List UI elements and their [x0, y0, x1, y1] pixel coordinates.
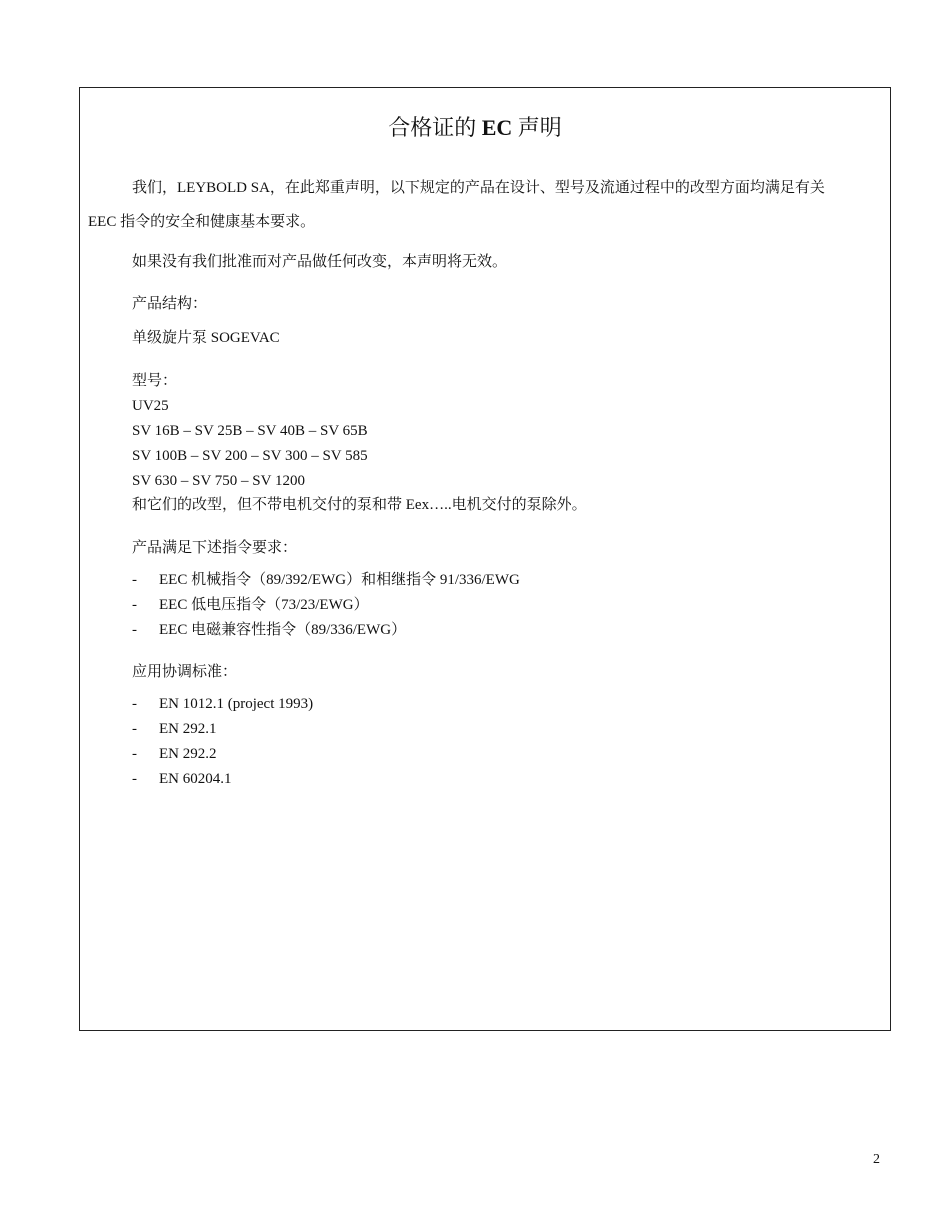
- model-line: SV 100B – SV 200 – SV 300 – SV 585: [132, 448, 368, 464]
- declaration-line-1: 我们，LEYBOLD SA，在此郑重声明，以下规定的产品在设计、型号及流通过程中的改型方面均满足有关: [132, 180, 825, 196]
- title-bold: EC: [481, 115, 513, 140]
- model-line: SV 630 – SV 750 – SV 1200: [132, 473, 305, 489]
- list-dash: -: [132, 746, 137, 762]
- model-label: 型号：: [132, 373, 178, 389]
- directive-item: EEC 低电压指令（73/23/EWG）: [159, 597, 369, 613]
- standard-item: EN 292.1: [159, 721, 217, 737]
- list-dash: -: [132, 721, 137, 737]
- directives-label: 产品满足下述指令要求：: [132, 540, 298, 556]
- model-line: SV 16B – SV 25B – SV 40B – SV 65B: [132, 423, 368, 439]
- list-dash: -: [132, 771, 137, 787]
- standard-item: EN 292.2: [159, 746, 217, 762]
- standards-label: 应用协调标准：: [132, 664, 238, 680]
- list-dash: -: [132, 622, 137, 638]
- directive-item: EEC 机械指令（89/392/EWG）和相继指令 91/336/EWG: [159, 572, 520, 588]
- list-dash: -: [132, 696, 137, 712]
- model-exclusion: 和它们的改型，但不带电机交付的泵和带 Eex…..电机交付的泵除外。: [132, 497, 587, 513]
- directive-item: EEC 电磁兼容性指令（89/336/EWG）: [159, 622, 407, 638]
- model-line: UV25: [132, 398, 169, 414]
- product-structure-label: 产品结构：: [132, 296, 208, 312]
- list-dash: -: [132, 572, 137, 588]
- list-dash: -: [132, 597, 137, 613]
- product-structure-value: 单级旋片泵 SOGEVAC: [132, 330, 280, 346]
- title-suffix: 声明: [517, 115, 562, 140]
- invalid-notice: 如果没有我们批准而对产品做任何改变，本声明将无效。: [132, 254, 508, 270]
- page-number: 2: [873, 1152, 880, 1167]
- document-title: [0, 113, 950, 143]
- standard-item: EN 1012.1 (project 1993): [159, 696, 314, 712]
- declaration-line-2: EEC 指令的安全和健康基本要求。: [88, 214, 316, 230]
- standard-item: EN 60204.1: [159, 771, 232, 787]
- title-prefix: 合格证的: [388, 115, 477, 140]
